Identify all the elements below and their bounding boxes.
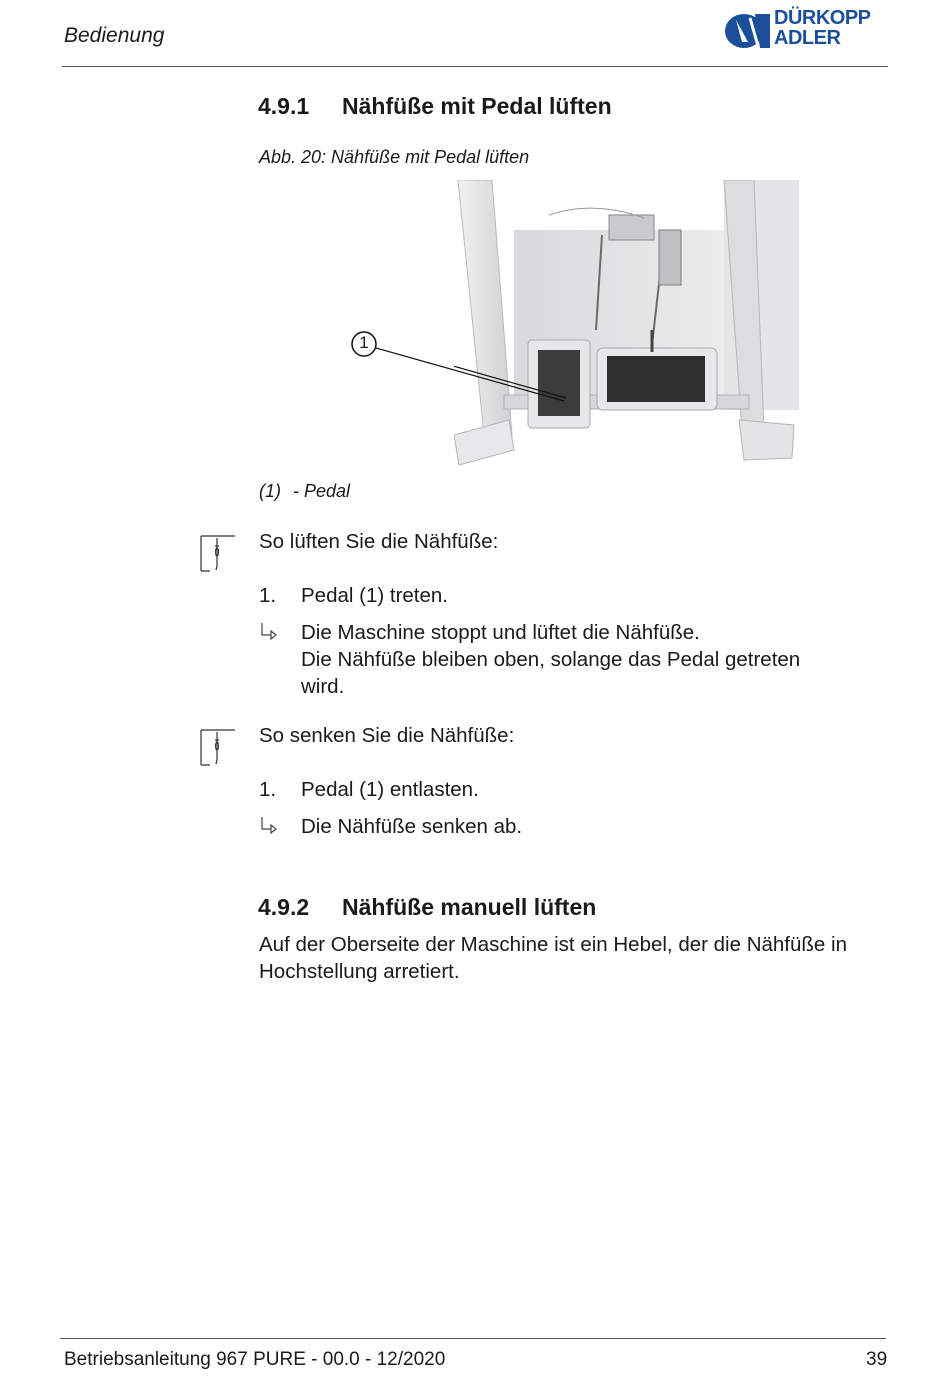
lower-result <box>259 813 879 840</box>
brand-logo-icon <box>722 6 774 54</box>
header-divider <box>62 66 888 67</box>
section-4-9-2-body <box>259 931 847 985</box>
brand-logo <box>722 6 890 54</box>
step-number: 1. <box>259 778 277 801</box>
result-line-2: Die Nähfüße bleiben oben, solange das Pedal getreten <box>301 648 801 671</box>
result-line-1: Die Nähfüße senken ab. <box>301 815 523 838</box>
callout-number: 1 <box>359 333 369 352</box>
raise-result <box>259 619 879 700</box>
heading-text: Nähfüße manuell lüften <box>342 894 597 920</box>
result-line-3: wird. <box>301 675 345 698</box>
raise-step-1 <box>259 582 879 609</box>
legend-text: - Pedal <box>293 481 351 501</box>
header-section-title: Bedienung <box>64 24 165 47</box>
brand-name-line2: ADLER <box>774 27 841 49</box>
step-number: 1. <box>259 584 277 607</box>
result-line-1: Die Maschine stoppt und lüftet die Nähfüße. <box>301 621 700 644</box>
instruction-icon <box>200 534 236 572</box>
heading-number: 4.9.2 <box>258 894 310 920</box>
figure-caption: Abb. 20: Nähfüße mit Pedal lüften <box>259 147 530 167</box>
heading-text: Nähfüße mit Pedal lüften <box>342 93 612 119</box>
body-line-1: Auf der Oberseite der Maschine ist ein Hebel, der die Nähfüße in <box>259 933 847 956</box>
result-arrow-icon <box>259 621 279 643</box>
lower-intro: So senken Sie die Nähfüße: <box>259 724 515 747</box>
step-text: Pedal (1) treten. <box>301 584 448 607</box>
brand-name-line1: DÜRKOPP <box>774 7 871 29</box>
heading-4-9-2 <box>258 894 596 921</box>
callout-leader-line <box>376 345 566 405</box>
raise-intro: So lüften Sie die Nähfüße: <box>259 530 499 553</box>
footer-document-id: Betriebsanleitung 967 PURE - 00.0 - 12/2020 <box>64 1349 446 1370</box>
body-line-2: Hochstellung arretiert. <box>259 960 460 983</box>
result-arrow-icon <box>259 815 279 837</box>
heading-number: 4.9.1 <box>258 93 310 119</box>
step-text: Pedal (1) entlasten. <box>301 778 479 801</box>
instruction-icon <box>200 728 236 766</box>
heading-4-9-1 <box>258 93 612 120</box>
pedal-photo <box>454 180 799 467</box>
page-number: 39 <box>866 1349 888 1370</box>
footer-divider <box>60 1338 886 1339</box>
figure-legend <box>259 481 350 502</box>
legend-key: (1) <box>259 481 281 501</box>
lower-step-1 <box>259 776 879 803</box>
